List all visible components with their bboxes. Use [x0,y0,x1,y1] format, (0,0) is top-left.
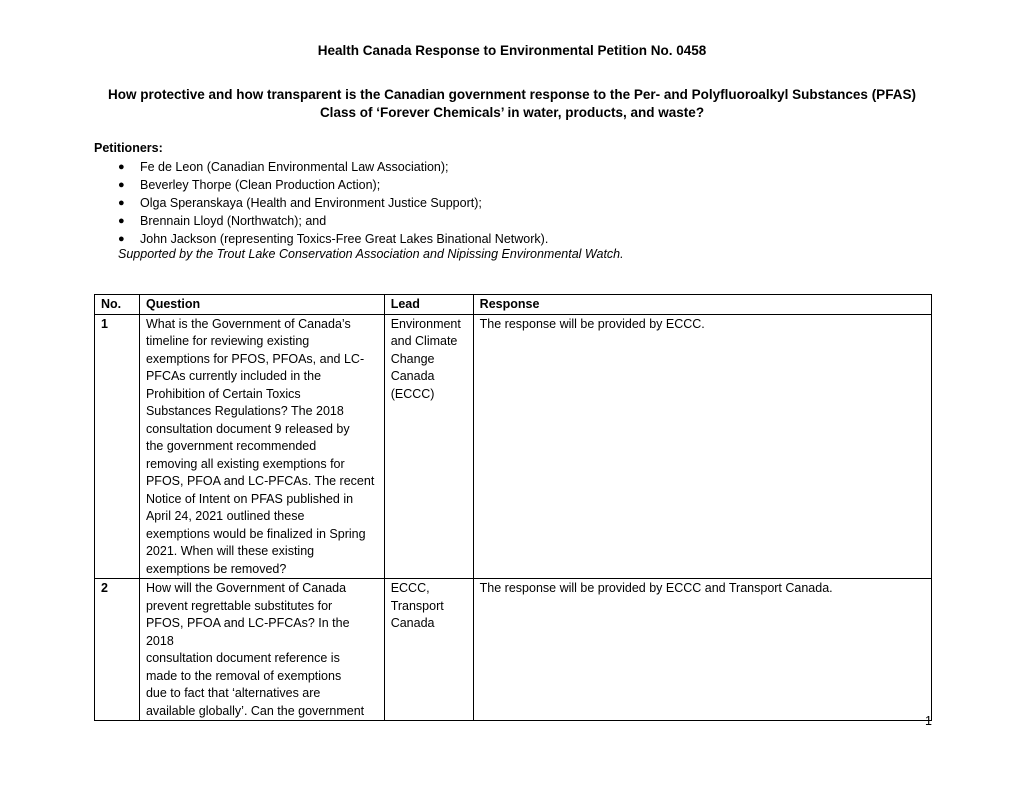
lead-line: Canada [390,616,435,630]
header-question: Question [139,295,384,315]
lead-line: Canada [390,369,435,383]
lead-line: Transport [390,598,444,613]
petitioners-label: Petitioners: [94,141,163,155]
response-cell: The response will be provided by ECCC. [473,314,931,579]
question-line: Prohibition of Certain Toxics [145,386,301,401]
bullet-icon: ● [118,197,125,209]
question-line: 2021. When will these existing [145,544,315,558]
question-line: exemptions would be finalized in Spring [145,526,366,541]
question-line: prevent regrettable substitutes for [145,598,333,613]
lead-cell [384,314,473,579]
bullet-icon: ● [118,233,125,245]
lead-line: Change [390,351,435,366]
question-line: exemptions for PFOS, PFOAs, and LC- [145,351,365,366]
question-line: Substances Regulations? The 2018 [145,404,344,418]
petitioner-text: Olga Speranskaya (Health and Environment Justice Support); [140,196,482,210]
document-subtitle [60,86,964,122]
subtitle-line-1: How protective and how transparent is the Canadian government response to the Per- and Polyfluoroalkyl Substances (PFAS) [108,87,916,102]
question-line: exemptions be removed? [145,561,287,576]
question-line: PFOS, PFOA and LC-PFCAs. The recent [145,474,375,488]
question-line: available globally’. Can the government [145,703,365,718]
document-title: Health Canada Response to Environmental Petition No. 0458 [317,43,707,58]
question-line: April 24, 2021 outlined these [145,509,305,523]
petitioner-text: John Jackson (representing Toxics-Free Great Lakes Binational Network). [140,232,549,246]
table-header-row [95,295,932,315]
question-line: timeline for reviewing existing [145,334,310,348]
question-cell [139,579,384,721]
bullet-icon: ● [118,179,125,191]
bullet-icon: ● [118,161,125,173]
response-cell: The response will be provided by ECCC and Transport Canada. [473,579,931,721]
subtitle-line-2: Class of ‘Forever Chemicals’ in water, products, and waste? [319,105,705,120]
question-line: removing all existing exemptions for [145,456,345,471]
question-line: PFCAs currently included in the [145,369,322,383]
lead-line: ECCC, [390,581,430,595]
petitioner-item [118,230,548,248]
question-line: What is the Government of Canada’s [145,316,351,331]
petitioner-text: Beverley Thorpe (Clean Production Action); [140,178,381,192]
header-lead: Lead [384,295,473,315]
question-line: Notice of Intent on PFAS published in [145,491,354,506]
petitioner-item [118,194,548,212]
question-line: How will the Government of Canada [145,581,347,595]
lead-line: Environment [390,316,461,331]
table-row [95,314,932,579]
page-number: 1 [925,714,932,728]
question-cell [139,314,384,579]
response-table [94,294,932,721]
header-no: No. [95,295,140,315]
question-line: made to the removal of exemptions [145,668,342,683]
petitioner-item [118,212,548,230]
question-line: PFOS, PFOA and LC-PFCAs? In the 2018 [145,616,350,648]
bullet-icon: ● [118,215,125,227]
question-line: consultation document reference is [145,651,340,665]
petitioners-list [118,158,548,248]
question-line: consultation document 9 released by [145,421,350,436]
lead-line: and Climate [390,334,458,348]
petitioner-text: Fe de Leon (Canadian Environmental Law Association); [140,160,449,174]
table-row [95,579,932,721]
row-number: 1 [95,314,140,579]
petitioner-item [118,176,548,194]
lead-line: (ECCC) [390,386,435,401]
petitioner-item [118,158,548,176]
header-response: Response [473,295,931,315]
supported-by-note: Supported by the Trout Lake Conservation Association and Nipissing Environmental Watch. [118,247,624,261]
row-number: 2 [95,579,140,721]
lead-cell [384,579,473,721]
question-line: due to fact that ‘alternatives are [145,686,321,700]
question-line: the government recommended [145,439,317,453]
petitioner-text: Brennain Lloyd (Northwatch); and [140,214,327,228]
